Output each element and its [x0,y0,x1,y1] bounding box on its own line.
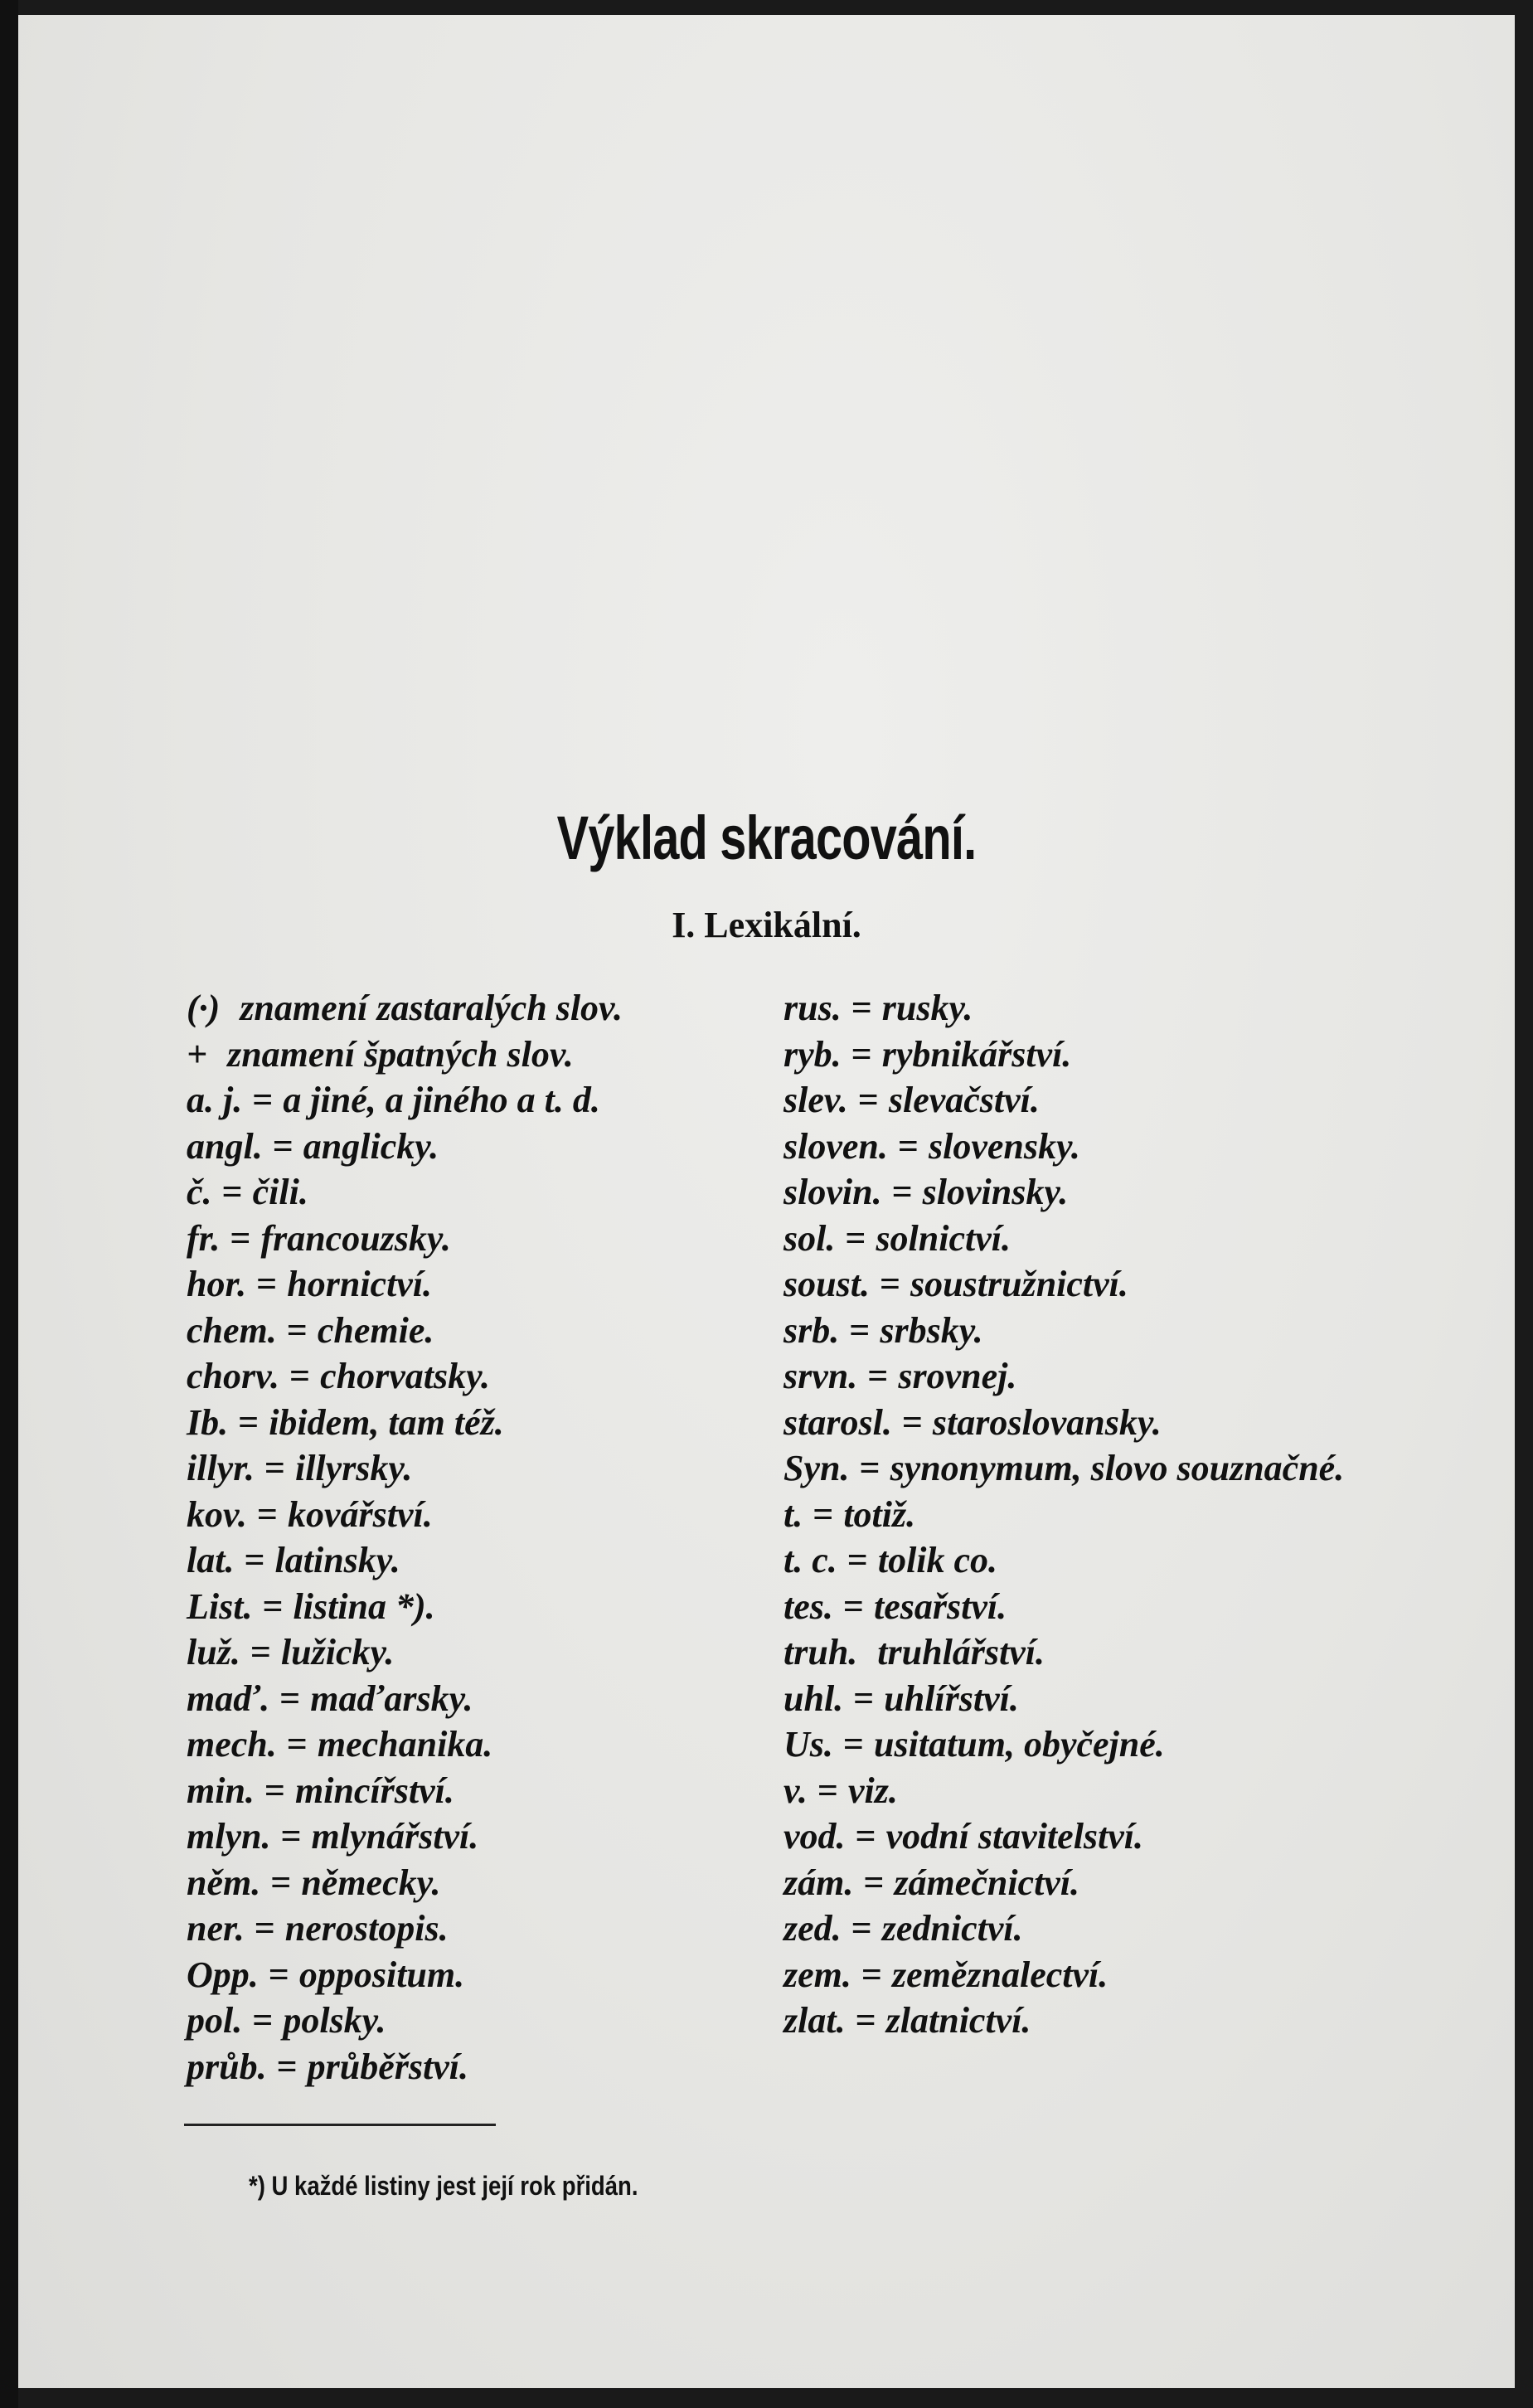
abbreviation: lat. [187,1540,235,1580]
equals-sign: = [252,1080,274,1120]
abbreviation: průb. [187,2046,267,2087]
abbreviation-entry [187,1445,623,1492]
equals-sign: = [847,1540,868,1580]
abbreviation-entry [187,1353,623,1400]
equals-sign: = [252,2000,274,2041]
equals-sign: = [813,1493,834,1535]
abbreviation-entry [187,1860,623,1906]
equals-sign: = [817,1770,838,1811]
abbreviation-meaning: chorvatsky. [320,1356,491,1396]
abbreviation-meaning: totiž. [843,1493,916,1535]
abbreviation: slev. [783,1080,848,1120]
abbreviation-entry [783,1629,1344,1676]
abbreviation-entry [783,1124,1344,1170]
abbreviation-entry [187,1584,623,1630]
abbreviation: Syn. [783,1448,850,1488]
abbreviation-meaning: mechanika. [317,1724,493,1765]
equals-sign: = [250,1632,271,1672]
abbreviation-entry [783,1216,1344,1262]
abbreviation: mech. [187,1724,277,1765]
abbreviation: mlyn. [187,1816,271,1857]
abbreviation-meaning: illyrsky. [294,1448,413,1488]
abbreviation-meaning: usitatum, obyčejné. [873,1724,1165,1765]
equals-sign: = [851,988,872,1028]
equals-sign: = [851,1908,872,1949]
abbreviation-entry [783,1492,1344,1538]
abbreviation: sloven. [783,1125,888,1167]
abbreviation: uhl. [783,1677,844,1719]
abbreviation: min. [187,1770,255,1811]
equals-sign: = [867,1356,889,1396]
abbreviation-entry [783,1537,1344,1584]
abbreviation: chem. [187,1309,277,1351]
abbreviation-meaning: rybnikářství. [881,1033,1072,1075]
equals-sign: = [256,1493,278,1535]
abbreviation-entry [783,1261,1344,1308]
abbreviation: ner. [187,1908,245,1949]
abbreviation: + [187,1033,208,1075]
equals-sign: = [842,1724,864,1765]
abbreviation-meaning: slevačství. [888,1080,1040,1120]
abbreviation-entry [187,1813,623,1860]
abbreviation-entry [783,1952,1344,1998]
abbreviation-entry [783,1813,1344,1860]
abbreviation-entry [187,1492,623,1538]
abbreviation-entry [187,1998,623,2044]
footnote: *) U každé listiny jest její rok přidán. [249,2171,638,2201]
equals-sign: = [897,1125,919,1167]
equals-sign: = [879,1264,901,1304]
equals-sign: = [276,2046,298,2087]
section-heading: I. Lexikální. [672,905,861,945]
abbreviation-entry [187,1629,623,1676]
abbreviation-meaning: znamení zastaralých slov. [240,988,623,1028]
abbreviation-meaning: průběřství. [307,2046,469,2087]
equals-sign: = [254,1908,275,1949]
abbreviation-meaning: mlynářství. [311,1816,479,1857]
abbreviation: t. [783,1493,803,1535]
abbreviation: Ib. [187,1401,229,1443]
equals-sign: = [279,1677,301,1719]
abbreviation: luž. [187,1632,240,1672]
abbreviation-meaning: francouzsky. [260,1217,451,1259]
abbreviation-meaning: ibidem, tam též. [269,1401,504,1443]
abbreviation-entry [783,1400,1344,1446]
equals-sign: = [855,1816,876,1857]
abbreviation-entry [783,1353,1344,1400]
abbreviation-meaning: znamení špatných slov. [227,1033,574,1075]
abbreviation-meaning: maďarsky. [310,1677,473,1719]
abbreviation-entry [783,1721,1344,1768]
abbreviation: zám. [783,1862,854,1903]
abbreviation: v. [783,1770,808,1811]
abbreviation-entry [783,1169,1344,1216]
footnote-rule [184,2124,496,2126]
abbreviation-meaning: mincířství. [295,1770,454,1811]
abbreviation-meaning: slovinsky. [922,1172,1069,1212]
equals-sign: = [272,1125,294,1167]
page-title: Výklad skracování. [556,803,977,872]
abbreviation-entry [783,985,1344,1032]
abbreviation: illyr. [187,1448,255,1488]
equals-sign: = [861,1954,882,1995]
abbreviation: starosl. [783,1401,892,1443]
abbreviation-meaning: rusky. [881,988,973,1028]
equals-sign: = [256,1264,278,1304]
abbreviation: č. [187,1172,212,1212]
abbreviation-meaning: a jiné, a jiného a t. d. [283,1080,600,1120]
abbreviation-entry [187,1537,623,1584]
equals-sign: = [863,1862,885,1903]
abbreviation: tes. [783,1585,833,1627]
equals-sign: = [859,1448,881,1488]
abbreviation: Us. [783,1724,833,1765]
equals-sign: = [264,1770,285,1811]
abbreviation: zed. [783,1908,842,1949]
equals-sign: = [230,1217,251,1259]
abbreviation-meaning: zlatnictví. [885,2000,1031,2041]
abbreviation-entry [783,1676,1344,1722]
abbreviation-entry [783,1768,1344,1814]
abbreviation-meaning: německy. [301,1862,441,1903]
abbreviation-meaning: čili. [252,1172,308,1212]
abbreviation-entry [783,1998,1344,2044]
equals-sign: = [264,1448,285,1488]
abbreviation: chorv. [187,1356,280,1396]
abbreviation-meaning: anglicky. [303,1125,439,1167]
equals-sign: = [853,1677,875,1719]
equals-sign: = [286,1309,308,1351]
abbreviation-entry [187,1216,623,1262]
abbreviation-entry [187,1124,623,1170]
abbreviation-meaning: vodní stavitelství. [885,1816,1144,1857]
abbreviation: soust. [783,1264,870,1304]
equals-sign: = [901,1401,923,1443]
abbreviation: něm. [187,1862,261,1903]
equals-sign: = [891,1172,913,1212]
abbreviation-entry [187,1400,623,1446]
abbreviation-meaning: viz. [847,1770,898,1811]
abbreviation-meaning: chemie. [317,1309,434,1351]
equals-sign: = [238,1401,260,1443]
abbreviation: sol. [783,1217,836,1259]
abbreviation-entry [187,1906,623,1952]
abbreviation: a. j. [187,1080,243,1120]
equals-sign: = [289,1356,311,1396]
abbreviation: kov. [187,1493,247,1535]
abbreviation: srb. [783,1309,840,1351]
equals-sign: = [280,1816,302,1857]
abbreviation-entry [187,1676,623,1722]
abbreviation-meaning: hornictví. [287,1264,433,1304]
equals-sign: = [221,1172,243,1212]
abbreviation-meaning: polsky. [283,2000,386,2041]
abbreviation-meaning: listina *). [293,1585,435,1627]
abbreviation: vod. [783,1816,846,1857]
abbreviation: zem. [783,1954,851,1995]
abbreviation-entry [187,1952,623,1998]
abbreviation-meaning: srovnej. [898,1356,1017,1396]
abbreviation: ryb. [783,1033,842,1075]
equals-sign: = [268,1954,289,1995]
equals-sign: = [845,1217,866,1259]
abbreviation-entry [187,1721,623,1768]
abbreviation-meaning: oppositum. [298,1954,465,1995]
abbreviation-meaning: kovářství. [287,1493,433,1535]
abbreviation-meaning: tolik co. [877,1540,998,1580]
abbreviation: List. [187,1585,253,1627]
equals-sign: = [855,2000,876,2041]
abbreviation-entry [783,1445,1344,1492]
abbreviation: slovin. [783,1172,882,1212]
abbreviation-entry [783,1584,1344,1630]
abbreviation-entry [783,1860,1344,1906]
abbreviation-entry [187,1261,623,1308]
abbreviation: t. c. [783,1540,837,1580]
abbreviation-meaning: nerostopis. [284,1908,449,1949]
abbreviation-entry [783,1032,1344,1078]
abbreviation-entry [187,1077,623,1124]
abbreviation: angl. [187,1125,263,1167]
abbreviation-meaning: srbsky. [880,1309,983,1351]
abbreviation-meaning: tesařství. [873,1585,1007,1627]
abbreviation-column-left [187,985,623,2090]
abbreviation: Opp. [187,1954,259,1995]
abbreviation: truh. [783,1632,858,1672]
abbreviation-entry [187,1768,623,1814]
abbreviation-entry [783,1308,1344,1354]
abbreviation: (·) [187,988,221,1028]
abbreviation-meaning: staroslovansky. [932,1401,1162,1443]
abbreviation-entry [783,1906,1344,1952]
abbreviation-entry [187,2044,623,2090]
abbreviation-meaning: zámečnictví. [894,1862,1080,1903]
abbreviation-meaning: soustružnictví. [910,1264,1128,1304]
equals-sign: = [849,1309,871,1351]
equals-sign: = [244,1540,265,1580]
abbreviation: zlat. [783,2000,846,2041]
abbreviation: rus. [783,988,842,1028]
equals-sign: = [842,1585,864,1627]
abbreviation-meaning: slovensky. [928,1125,1080,1167]
abbreviation: fr. [187,1217,221,1259]
abbreviation-entry [783,1077,1344,1124]
abbreviation-meaning: solnictví. [876,1217,1011,1259]
abbreviation-meaning: truhlářství. [877,1632,1045,1672]
abbreviation-meaning: zednictví. [881,1908,1023,1949]
abbreviation: srvn. [783,1356,858,1396]
equals-sign: = [262,1585,284,1627]
equals-sign: = [286,1724,308,1765]
abbreviation-entry [187,1169,623,1216]
abbreviation-entry [187,985,623,1032]
abbreviation-meaning: latinsky. [274,1540,400,1580]
abbreviation: pol. [187,2000,243,2041]
abbreviation: maď. [187,1677,270,1719]
equals-sign: = [857,1080,879,1120]
abbreviation-entry [187,1032,623,1078]
equals-sign: = [270,1862,292,1903]
abbreviation-meaning: synonymum, slovo souznačné. [890,1448,1345,1488]
abbreviation-meaning: zeměznalectví. [891,1954,1109,1995]
abbreviation-column-right [783,985,1344,2044]
equals-sign: = [851,1033,872,1075]
abbreviation: hor. [187,1264,247,1304]
abbreviation-entry [187,1308,623,1354]
abbreviation-meaning: uhlířství. [884,1677,1019,1719]
abbreviation-meaning: lužicky. [280,1632,395,1672]
scan-left-edge [0,0,18,2408]
